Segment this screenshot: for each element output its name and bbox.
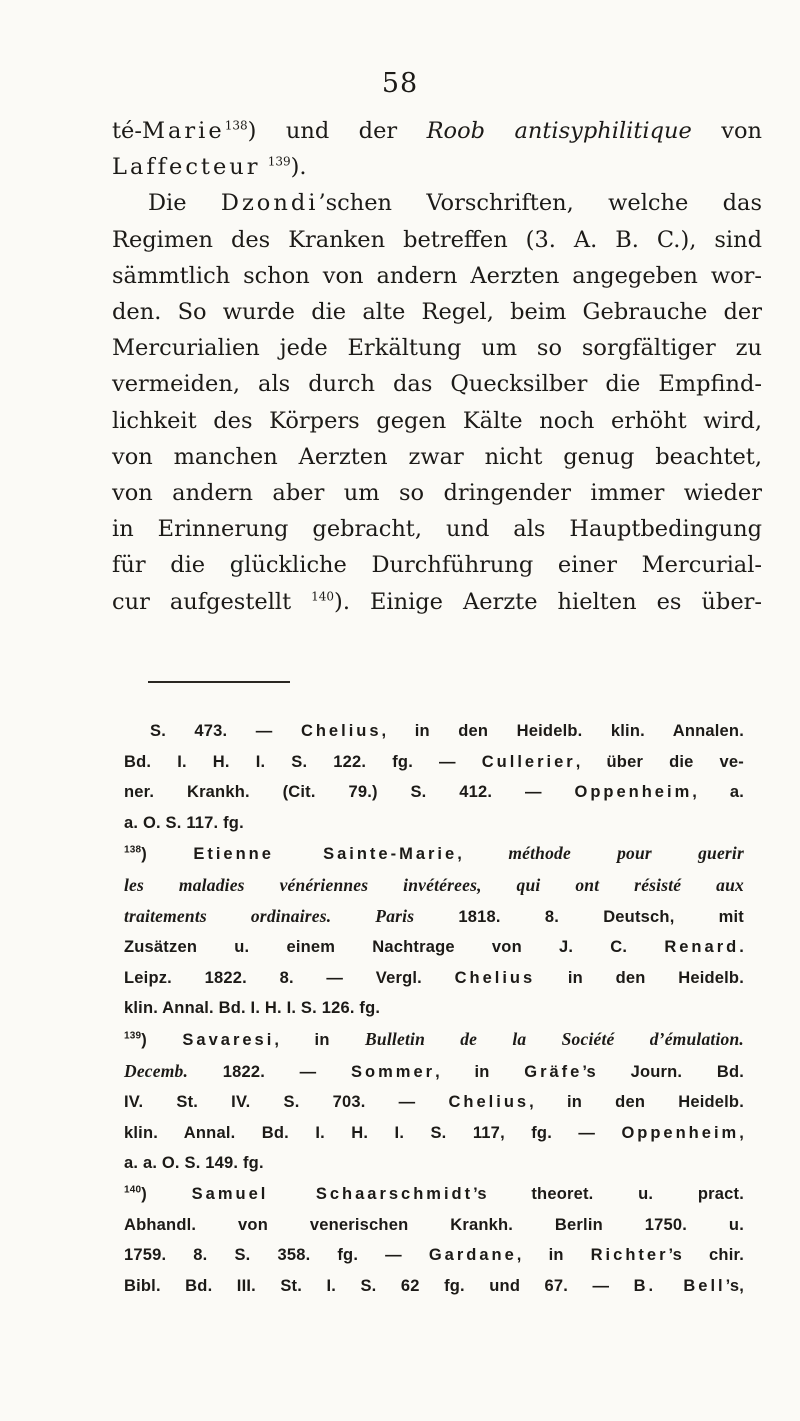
footnote-line: Bd. I. H. I. S. 122. fg. — Cullerier, über die ve-	[124, 752, 744, 771]
footnote-ref: 140	[311, 589, 335, 604]
footnote-line: $^{139}$) Savaresi, in Bulletin de la Société d’émulation.	[124, 1028, 745, 1049]
footnote-ref: 138	[224, 118, 248, 133]
footnote-line: ner. Krankh. (Cit. 79.) S. 412. — Oppenheim, a.	[124, 783, 744, 802]
text-line: Laffecteur $^{139}$).	[112, 154, 307, 181]
footnote-number: 139	[124, 1030, 142, 1042]
text-line: den. So wurde die alte Regel, beim Gebrauche der	[112, 299, 762, 326]
text-line: von manchen Aerzten zwar nicht genug beachtet,	[112, 443, 762, 470]
footnote-line: S. 473. — Chelius, in den Heidelb. klin. Annalen.	[150, 722, 744, 740]
footnote-line: 1759. 8. S. 358. fg. — Gardane, in Richter’s chir.	[124, 1246, 744, 1265]
footnote-line: les maladies vénériennes invétérees, qui ont résisté aux	[124, 874, 744, 895]
footnote-line: klin. Annal. Bd. I. H. I. S. 117, fg. — Oppenheim,	[124, 1123, 744, 1142]
text-line: vermeiden, als durch das Quecksilber die Empfind-	[112, 371, 762, 398]
text-line: Mercurialien jede Erkältung um so sorgfältiger zu	[112, 335, 762, 362]
body-text	[112, 113, 762, 620]
footnote-line: klin. Annal. Bd. I. H. I. S. 126. fg.	[124, 999, 381, 1018]
footnote-number: 140	[124, 1184, 142, 1196]
footnote-line: Abhandl. von venerischen Krankh. Berlin 1750. u.	[124, 1215, 744, 1234]
text-line: Die Dzondi’schen Vorschriften, welche das	[148, 190, 763, 217]
text-line: von andern aber um so dringender immer wieder	[112, 480, 762, 507]
footnote-line: a. O. S. 117. fg.	[124, 813, 244, 832]
footnote-line: Zusätzen u. einem Nachtrage von J. C. Renard.	[124, 938, 744, 957]
footnote-line: Bibl. Bd. III. St. I. S. 62 fg. und 67. — B. Bell’s,	[124, 1276, 744, 1295]
text-line: lichkeit des Körpers gegen Kälte noch erhöht wird,	[112, 407, 762, 434]
footnote-line: $^{140}$) Samuel Schaarschmidt’s theoret. u. pract.	[124, 1184, 745, 1203]
text-line: cur aufgestellt $^{140}$). Einige Aerzte hielten es über-	[112, 588, 762, 615]
text-line: té-Marie$^{138}$) und der Roob antisyphilitique von	[112, 118, 763, 144]
footnote-line: IV. St. IV. S. 703. — Chelius, in den Heidelb.	[124, 1093, 744, 1112]
footnote-number: 138	[124, 844, 142, 856]
footnote-ref: 139	[267, 154, 291, 169]
footnote-line: a. a. O. S. 149. fg.	[124, 1154, 264, 1173]
text-line: für die glückliche Durchführung einer Mercurial-	[112, 552, 762, 579]
footnote-line: traitements ordinaires. Paris 1818. 8. Deutsch, mit	[124, 905, 744, 926]
page-number: 58	[381, 68, 419, 99]
footnotes	[124, 716, 744, 1301]
footnote-divider	[148, 681, 290, 683]
text-line: Regimen des Kranken betreffen (3. A. B. C.), sind	[112, 226, 762, 253]
text-line: in Erinnerung gebracht, und als Hauptbedingung	[112, 516, 762, 543]
footnote-line: Leipz. 1822. 8. — Vergl. Chelius in den Heidelb.	[124, 968, 744, 987]
footnote-line: Decemb. 1822. — Sommer, in Gräfe’s Journ. Bd.	[124, 1060, 745, 1081]
text-line: sämmtlich schon von andern Aerzten angegeben wor-	[112, 262, 762, 289]
footnote-line: $^{138}$) Etienne Sainte-Marie, méthode pour guerir	[124, 843, 745, 864]
